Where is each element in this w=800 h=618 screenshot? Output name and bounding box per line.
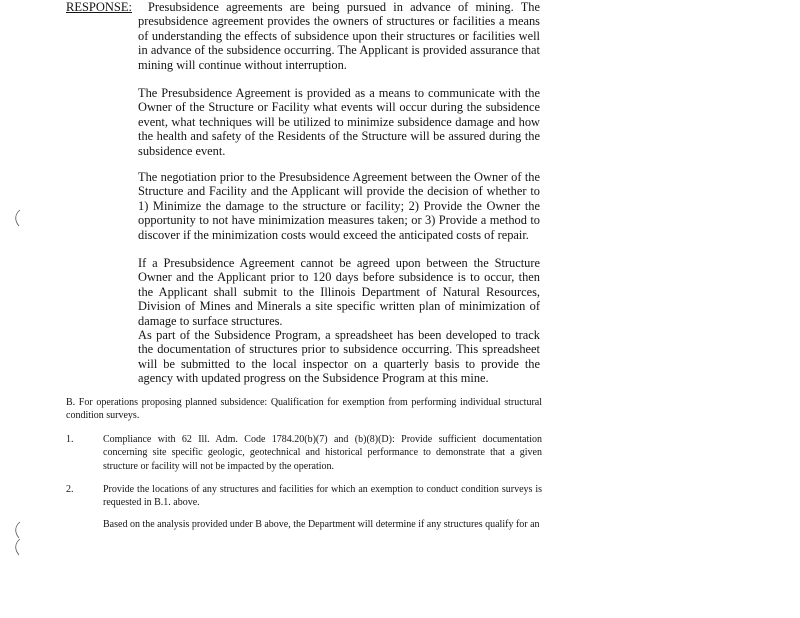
section-b-heading: B. For operations proposing planned subsidence: Qualification for exemption from performing individual structural condition surveys.	[66, 397, 542, 422]
margin-arc-mark	[12, 538, 22, 556]
response-label: RESPONSE:	[66, 0, 132, 14]
margin-arc-mark	[12, 521, 22, 539]
response-lead-paragraph: Presubsidence agreements are being pursued in advance of mining. The presubsidence agreement provides the owners of structures or facilities a means of understanding the effects of subsidence upon their structures or facilities well in advance of the subsidence occurring. The Applicant is provided assurance that mining will continue without interruption.	[138, 0, 540, 72]
item-text: Compliance with 62 Ill. Adm. Code 1784.20(b)(7) and (b)(8)(D): Provide sufficient documentation concerning site specific geologic, geotechnical and historical performance to demonstrate that a given structure or facility will not be impacted by the operation.	[103, 434, 542, 472]
closing-line: Based on the analysis provided under B above, the Department will determine if any structures qualify for an	[103, 519, 540, 530]
item-text: Provide the locations of any structures and facilities for which an exemption to conduct condition surveys is requested in B.1. above.	[103, 484, 542, 509]
paragraph-spreadsheet: As part of the Subsidence Program, a spreadsheet has been developed to track the documentation of structures prior to subsidence occurring. This spreadsheet will be submitted to the local inspector on a quarterly basis to provide the agency with updated progress on the Subsidence Program at this mine.	[138, 328, 540, 386]
paragraph-site-plan: If a Presubsidence Agreement cannot be agreed upon between the Structure Owner and the Applicant prior to 120 days before subsidence is to occur, then the Applicant shall submit to the Illinois Department of Natural Resources, Division of Mines and Minerals a site specific written plan of minimization of damage to surface structures.	[138, 256, 540, 328]
margin-arc-mark	[12, 209, 22, 227]
item-number: 2.	[66, 484, 74, 495]
paragraph-negotiation: The negotiation prior to the Presubsidence Agreement between the Owner of the Structure and Facility and the Applicant will provide the decision of whether to 1) Minimize the damage to the structure or facility; 2) Provide the Owner the opportunity to not have minimization measures taken; or 3) Provide a method to discover if the minimization costs would exceed the anticipated costs of repair.	[138, 170, 540, 242]
paragraph-communication: The Presubsidence Agreement is provided as a means to communicate with the Owner of the Structure or Facility what events will occur during the subsidence event, what techniques will be utilized to minimize subsidence damage and how the health and safety of the Residents of the Structure will be assured during the subsidence event.	[138, 86, 540, 158]
item-number: 1.	[66, 434, 74, 445]
